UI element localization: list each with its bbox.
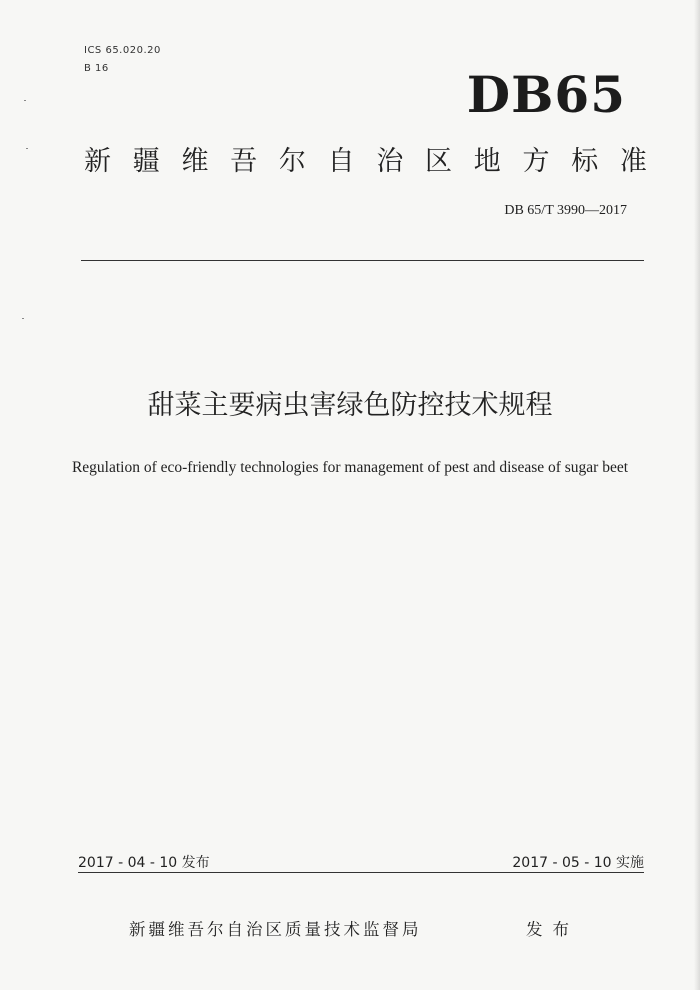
standard-type-char: 标 xyxy=(571,146,599,177)
standard-type-char: 疆 xyxy=(132,146,160,177)
scan-speck xyxy=(26,148,28,149)
classification-code: B 16 xyxy=(84,63,109,74)
footer-divider xyxy=(78,872,644,873)
standard-type-char: 地 xyxy=(473,146,501,177)
publish-label: 发布 xyxy=(526,920,579,939)
issue-date: 2017 - 04 - 10 发布 xyxy=(78,855,210,871)
standard-type-char: 尔 xyxy=(278,146,306,177)
issuing-authority: 新疆维吾尔自治区质量技术监督局 xyxy=(129,920,422,939)
page-edge xyxy=(694,0,700,990)
scan-speck xyxy=(22,318,24,319)
scan-speck xyxy=(24,100,26,101)
standard-type-char: 吾 xyxy=(230,146,258,177)
ics-code: ICS 65.020.20 xyxy=(84,45,161,56)
implementation-date: 2017 - 05 - 10 实施 xyxy=(512,855,644,871)
db65-logo: DB65 xyxy=(466,65,626,124)
standard-type-char: 区 xyxy=(425,146,453,177)
header-divider xyxy=(81,260,644,261)
document-title-chinese: 甜菜主要病虫害绿色防控技术规程 xyxy=(147,390,553,421)
standard-code: DB 65/T 3990—2017 xyxy=(504,203,627,218)
standard-type-char: 准 xyxy=(619,146,647,177)
standard-type-char: 维 xyxy=(181,146,209,177)
standard-type-title xyxy=(84,148,647,175)
standard-type-char: 新 xyxy=(84,146,111,177)
document-title-english: Regulation of eco-friendly technologies for management of pest and disease of sugar beet xyxy=(71,459,629,476)
standard-type-char: 治 xyxy=(376,146,404,177)
standard-type-char: 自 xyxy=(327,146,355,177)
standard-type-char: 方 xyxy=(522,146,550,177)
